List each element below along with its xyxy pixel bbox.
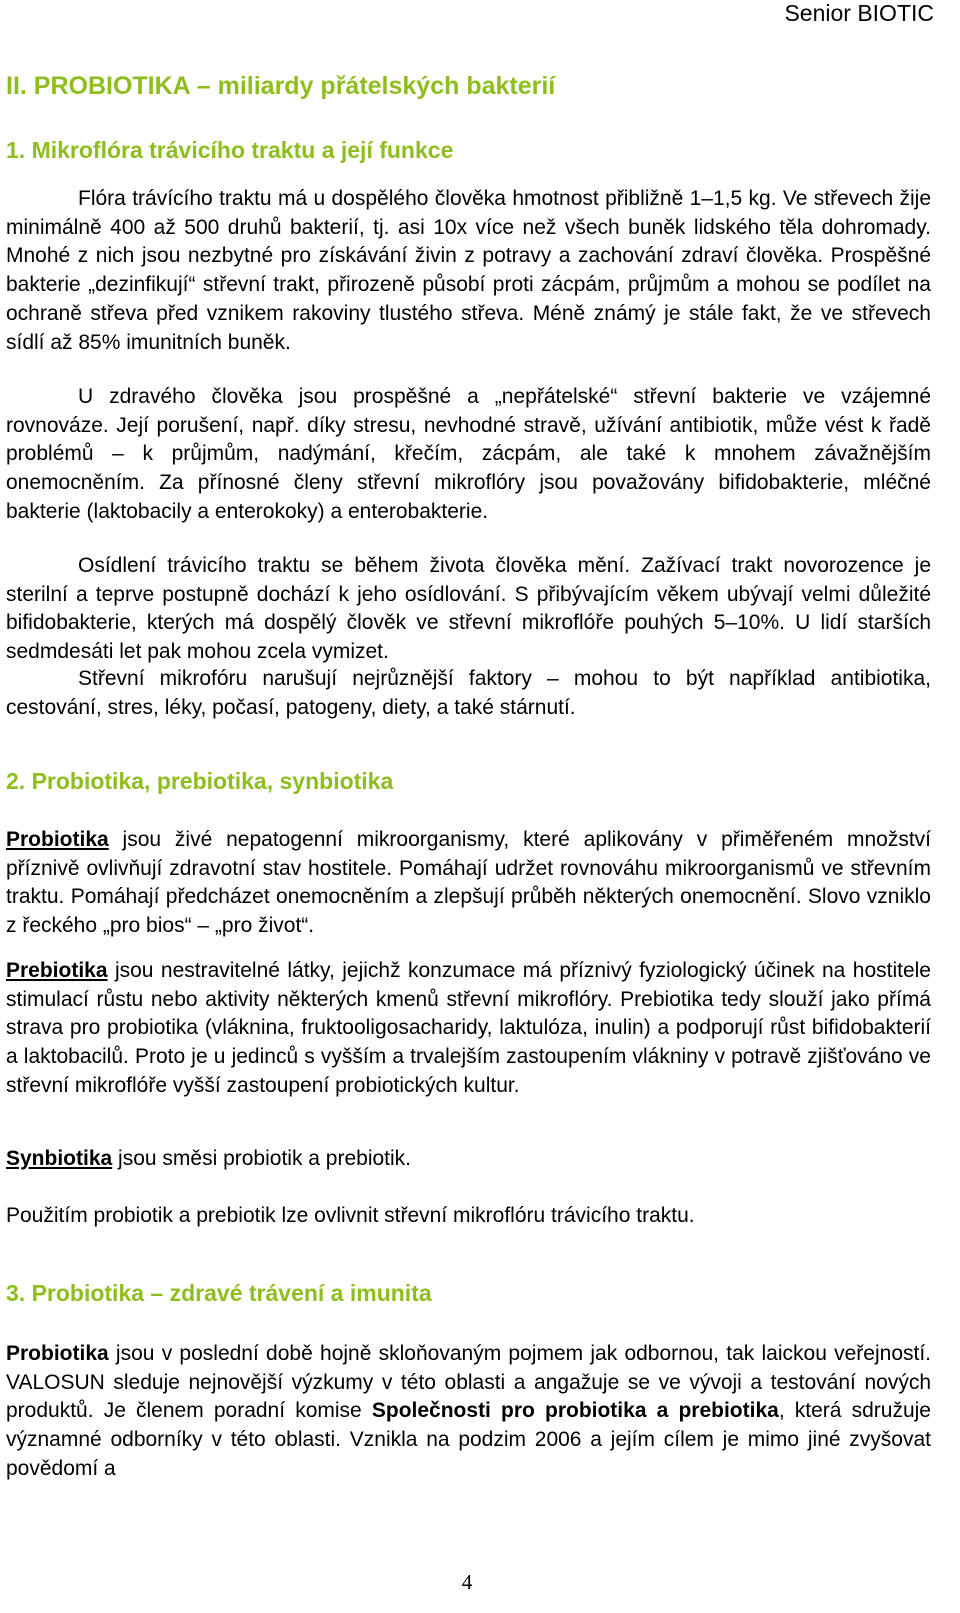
page-number: 4 (461, 1570, 473, 1594)
section-2-title: 2. Probiotika, prebiotika, synbiotika (6, 768, 394, 794)
definition-text: jsou směsi probiotik a prebiotik. (112, 1147, 412, 1170)
paragraph-text: U zdravého člověka jsou prospěšné a „nepřátelské“ střevní bakterie ve vzájemné rovnováze. Její porušení, např. díky stresu, nevhodné stravě, užívání antibiotik, může vést k řadě problémů – k průjmům, nadýmání, křečím, zácpám, ale také k mnohem závažnějším onemocněním. Za přínosné členy střevní mikroflóry jsou považovány bifidobakterie, mléčné bakterie (laktobacily a enterokoky) a enterobakterie. (6, 385, 931, 523)
term-synbiotika: Synbiotika (6, 1147, 113, 1170)
section-1-paragraph-3 (6, 552, 931, 667)
term-probiotika: Probiotika (6, 828, 109, 851)
paragraph-text: Osídlení trávicího traktu se během života člověka mění. Zažívací trakt novorozence je sterilní a teprve postupně dochází k jeho osídlování. S přibývajícím věkem ubývají velmi důležité bifidobakterie, kterých má dospělý člověk ve střevní mikroflóře pouhých 5–10%. U lidí starších sedmdesáti let pak mohou zcela vymizet. (6, 554, 931, 664)
running-header: Senior BIOTIC (784, 0, 934, 26)
chapter-title: II. PROBIOTIKA – miliardy přátelských bakterií (6, 72, 556, 100)
definition-probiotika (6, 826, 931, 941)
section-2-closing: Použitím probiotik a prebiotik lze ovlivnit střevní mikroflóru trávicího traktu. (6, 1204, 695, 1227)
paragraph-text: Střevní mikrofóru narušují nejrůznější faktory – mohou to být například antibiotika, cestování, stres, léky, počasí, patogeny, diety, a také stárnutí. (6, 667, 931, 719)
definition-synbiotika (6, 1145, 931, 1174)
section-1-title: 1. Mikroflóra trávicího traktu a její funkce (6, 137, 454, 163)
definition-text: jsou živé nepatogenní mikroorganismy, které aplikovány v přiměřeném množství příznivě ovlivňují zdravotní stav hostitele. Pomáhají udržet rovnováhu mikroorganismů ve střevním traktu. Pomáhají předcházet onemocněním a zlepšují průběh některých onemocnění. Slovo vzniklo z řeckého „pro bios“ – „pro život“. (6, 828, 931, 938)
term-prebiotika: Prebiotika (6, 959, 108, 982)
organization-name: Společnosti pro probiotika a prebiotika (371, 1399, 779, 1423)
section-1-paragraph-4 (6, 665, 931, 722)
paragraph-text-b: , která sdružuje významné odborníky v této oblasti. Vznikla na podzim 2006 a jejím cílem je mimo jiné zvyšovat povědomí a (6, 1399, 931, 1480)
section-3-title: 3. Probiotika – zdravé trávení a imunita (6, 1280, 432, 1306)
section-1-paragraph-1 (6, 185, 931, 357)
definition-text: jsou nestravitelné látky, jejichž konzumace má příznivý fyziologický účinek na hostitele stimulací růstu nebo aktivity některých kmenů střevní mikroflóry. Prebiotika tedy slouží jako přímá strava pro probiotika (vláknina, fruktooligosacharidy, laktulóza, inulin) a podporují růst bifidobakterií a laktobacilů. Proto je u jedinců s vyšším a trvalejším zastoupením vlákniny v potravě zjišťováno ve střevní mikroflóře vyšší zastoupení probiotických kultur. (6, 959, 931, 1097)
paragraph-text: Flóra trávícího traktu má u dospělého člověka hmotnost přibližně 1–1,5 kg. Ve střevech žije minimálně 400 až 500 druhů bakterií, tj. asi 10x více než všech buněk lidského těla dohromady. Mnohé z nich jsou nezbytné pro získávání živin z potravy a zachování zdraví člověka. Prospěšné bakterie „dezinfikují“ střevní trakt, přirozeně působí proti zácpám, průjmům a mohou se podílet na ochraně střeva před vznikem rakoviny tlustého střeva. Méně známý je stále fakt, že ve střevech sídlí až 85% imunitních buněk. (6, 187, 931, 354)
section-1-paragraph-2 (6, 383, 931, 527)
section-3-paragraph (6, 1340, 931, 1484)
term-probiotika-bold: Probiotika (6, 1342, 109, 1365)
definition-prebiotika (6, 957, 931, 1101)
paragraph-text-a: jsou v poslední době hojně skloňovaným pojmem jak odbornou, tak laickou veřejností. VALOSUN sleduje nejnovější výzkumy v této oblasti a angažuje se ve vývoji a testování nových produktů. Je členem poradní komise (6, 1342, 931, 1423)
